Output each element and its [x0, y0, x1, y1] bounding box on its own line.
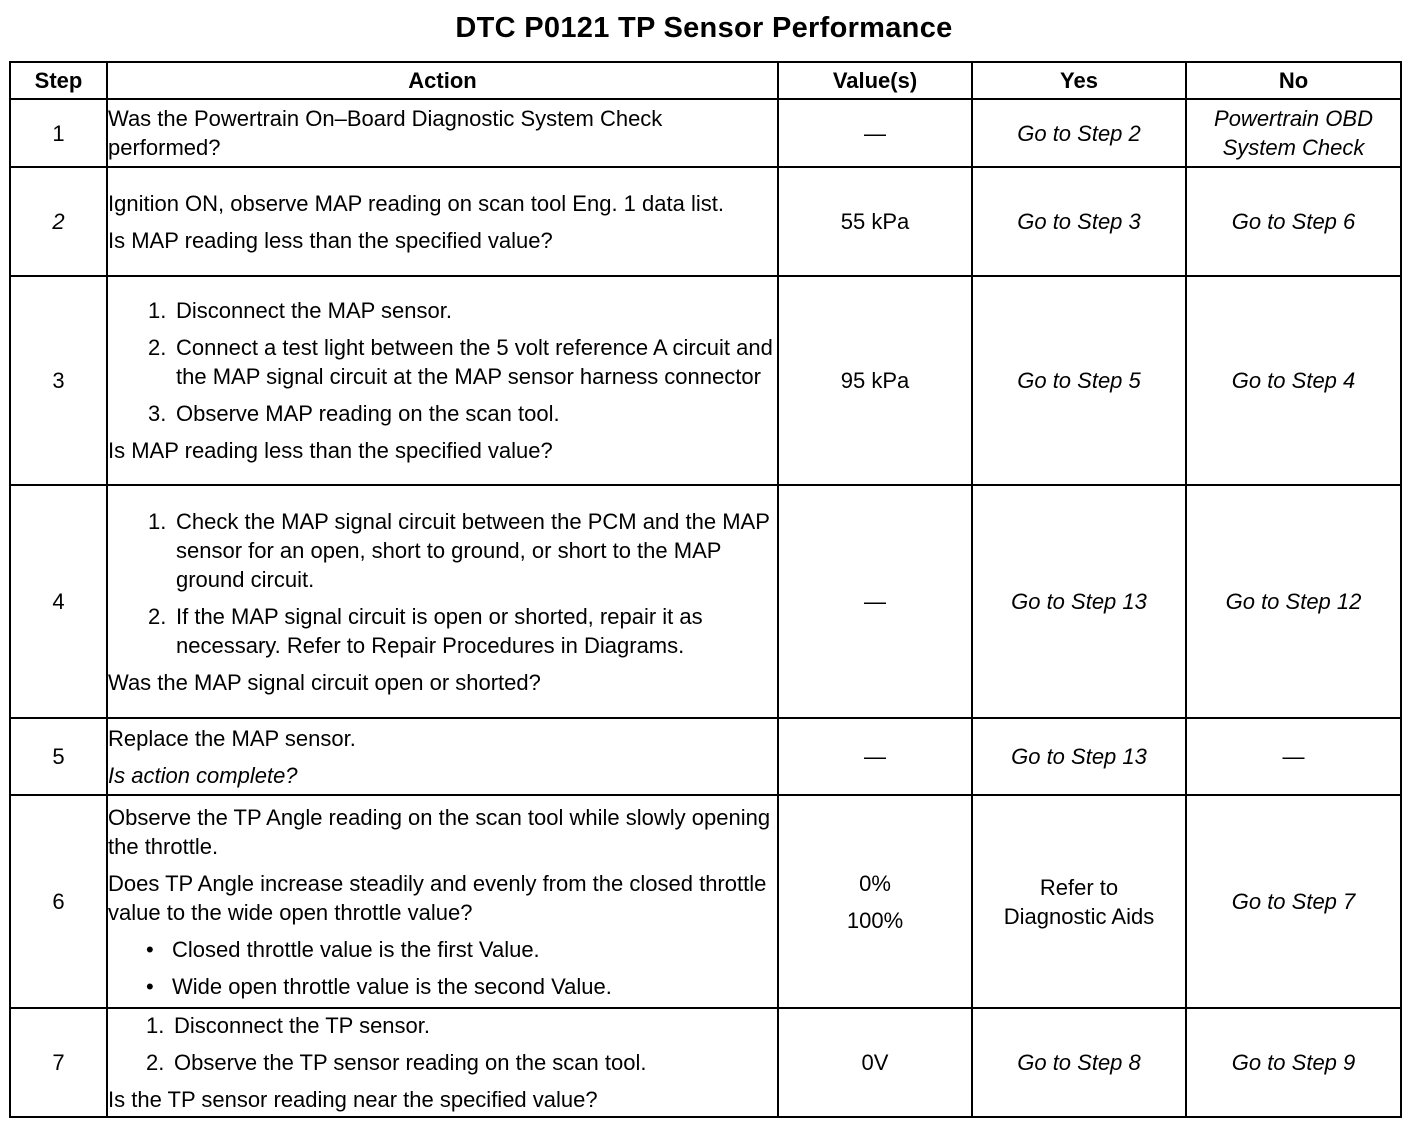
action-cell — [107, 485, 778, 718]
step-number: 4 — [10, 485, 107, 718]
diagnostic-table — [9, 61, 1402, 1118]
no-cell: Go to Step 12 — [1186, 485, 1401, 718]
action-text: Was the Powertrain On–Board Diagnostic System Check performed? — [108, 106, 663, 160]
substep-item: 1. Disconnect the MAP sensor. — [148, 298, 452, 323]
yes-link-line: Diagnostic Aids — [1003, 903, 1155, 929]
page-title: DTC P0121 TP Sensor Performance — [455, 12, 953, 44]
action-question: Does TP Angle increase steadily and evenly from the closed throttle value to the wide open throttle value? — [108, 870, 767, 925]
table-row — [10, 1008, 1401, 1117]
table-row — [10, 99, 1401, 167]
no-cell: Go to Step 4 — [1186, 276, 1401, 485]
yes-cell: Go to Step 13 — [972, 718, 1186, 795]
action-question: Is MAP reading less than the specified value? — [108, 438, 553, 463]
substep-item: 2. Observe the TP sensor reading on the scan tool. — [146, 1050, 647, 1075]
no-link-line: Powertrain OBD — [1214, 106, 1373, 131]
value-line: 100% — [846, 907, 904, 933]
table-header-row — [10, 62, 1401, 99]
step-number: 5 — [10, 718, 107, 795]
action-question: Is the TP sensor reading near the specified value? — [108, 1087, 598, 1112]
action-cell — [107, 99, 778, 167]
substep-item: 2. If the MAP signal circuit is open or shorted, repair it as necessary. Refer to Repair Procedures in Diagrams. — [148, 603, 703, 658]
value-cell: 95 kPa — [778, 276, 972, 485]
no-cell: Go to Step 7 — [1186, 795, 1401, 1008]
no-cell: — — [1186, 718, 1401, 795]
no-cell: Go to Step 6 — [1186, 167, 1401, 276]
value-cell: — — [778, 485, 972, 718]
value-cell: 55 kPa — [778, 167, 972, 276]
no-link-line: System Check — [1222, 135, 1365, 160]
step-number: 1 — [10, 99, 107, 167]
table-row — [10, 718, 1401, 795]
yes-cell: Go to Step 13 — [972, 485, 1186, 718]
action-question: Is MAP reading less than the specified value? — [108, 227, 553, 253]
substep-list — [108, 1011, 777, 1077]
action-text: Ignition ON, observe MAP reading on scan tool Eng. 1 data list. — [108, 190, 724, 216]
action-cell — [107, 795, 778, 1008]
yes-cell: Go to Step 5 — [972, 276, 1186, 485]
value-line: 0% — [859, 870, 891, 896]
header-action: Action — [107, 62, 778, 99]
action-question: Was the MAP signal circuit open or shorted? — [108, 669, 541, 695]
value-cell: — — [778, 718, 972, 795]
header-step: Step — [10, 62, 107, 99]
substep-item: 1. Check the MAP signal circuit between the PCM and the MAP sensor for an open, short to ground, or short to the MAP ground circuit. — [148, 508, 770, 592]
table-row — [10, 485, 1401, 718]
header-values: Value(s) — [778, 62, 972, 99]
bullet-item: • Closed throttle value is the first Value. — [146, 936, 540, 962]
substep-list — [108, 296, 777, 428]
yes-cell: Go to Step 3 — [972, 167, 1186, 276]
action-cell — [107, 276, 778, 485]
substep-item: 2. Connect a test light between the 5 volt reference A circuit and the MAP signal circuit at the MAP sensor harness connector — [148, 335, 773, 389]
action-cell — [107, 167, 778, 276]
value-cell — [778, 795, 972, 1008]
action-question: Is action complete? — [108, 762, 298, 788]
value-cell: — — [778, 99, 972, 167]
bullet-list — [108, 935, 777, 1001]
yes-cell: Go to Step 2 — [972, 99, 1186, 167]
step-number: 7 — [10, 1008, 107, 1117]
value-cell: 0V — [778, 1008, 972, 1117]
yes-cell: Go to Step 8 — [972, 1008, 1186, 1117]
bullet-item: • Wide open throttle value is the second Value. — [146, 973, 612, 999]
substep-list — [108, 507, 777, 660]
step-number: 3 — [10, 276, 107, 485]
no-cell — [1186, 99, 1401, 167]
table-row — [10, 167, 1401, 276]
header-yes: Yes — [972, 62, 1186, 99]
substep-item: 3. Observe MAP reading on the scan tool. — [148, 401, 560, 426]
yes-link-line: Refer to — [1039, 874, 1119, 900]
action-text: Replace the MAP sensor. — [108, 725, 356, 751]
no-cell: Go to Step 9 — [1186, 1008, 1401, 1117]
substep-item: 1. Disconnect the TP sensor. — [146, 1013, 430, 1038]
header-no: No — [1186, 62, 1401, 99]
table-row — [10, 795, 1401, 1008]
step-number: 2 — [10, 167, 107, 276]
action-cell — [107, 718, 778, 795]
table-row — [10, 276, 1401, 485]
step-number: 6 — [10, 795, 107, 1008]
yes-cell — [972, 795, 1186, 1008]
action-cell — [107, 1008, 778, 1117]
action-text: Observe the TP Angle reading on the scan tool while slowly opening the throttle. — [108, 804, 771, 859]
